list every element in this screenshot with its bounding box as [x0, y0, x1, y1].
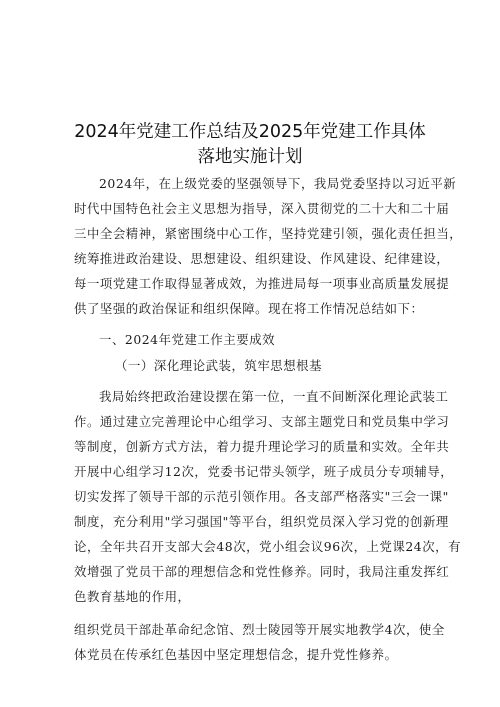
body-line: 作。通过建立完善理论中心组学习、支部主题党日和党员集中学习 [74, 414, 450, 429]
tail-line: 组织党员干部赴革命纪念馆、烈士陵园等开展实地教学4次，使全 [74, 622, 445, 637]
intro-line: 每一项党建工作取得显著成效，为推进局每一项事业高质量发展提 [74, 276, 450, 291]
body-line: 色教育基地的作用， [74, 589, 191, 604]
document-title-line-1: 2024年党建工作总结及2025年党建工作具体 [74, 122, 426, 142]
section-heading-2: （一）深化理论武装，筑牢思想根基 [115, 358, 323, 373]
tail-line: 体党员在传承红色基因中坚定理想信念，提升党性修养。 [74, 647, 398, 662]
intro-line: 时代中国特色社会主义思想为指导，深入贯彻党的二十大和二十届 [74, 201, 450, 216]
document-title-line-2: 落地实施计划 [197, 147, 303, 167]
intro-line: 2024年，在上级党委的坚强领导下，我局党委坚持以习近平新 [99, 176, 457, 191]
body-line: 制度，充分利用"学习强国"等平台，组织党员深入学习党的创新理 [74, 514, 449, 529]
body-line: 论，全年共召开支部大会48次，党小组会议96次，上党课24次，有 [74, 539, 462, 554]
body-line: 效增强了党员干部的理想信念和党性修养。同时，我局注重发挥红 [74, 564, 450, 579]
section-heading-1: 一、2024年党建工作主要成效 [99, 332, 276, 347]
intro-line: 三中全会精神，紧密围绕中心工作，坚持党建引领，强化责任担当， [74, 226, 463, 241]
body-line: 我局始终把政治建设摆在第一位，一直不间断深化理论武装工 [99, 389, 449, 404]
body-line: 等制度，创新方式方法，着力提升理论学习的质量和实效。全年共 [74, 439, 450, 454]
intro-line: 供了坚强的政治保证和组织保障。现在将工作情况总结如下： [74, 301, 424, 316]
intro-line: 统筹推进政治建设、思想建设、组织建设、作风建设、纪律建设， [74, 251, 450, 266]
body-line: 开展中心组学习12次，党委书记带头领学，班子成员分专项辅导， [74, 464, 454, 479]
body-line: 切实发挥了领导干部的示范引领作用。各支部严格落实"三会一课" [74, 489, 449, 504]
